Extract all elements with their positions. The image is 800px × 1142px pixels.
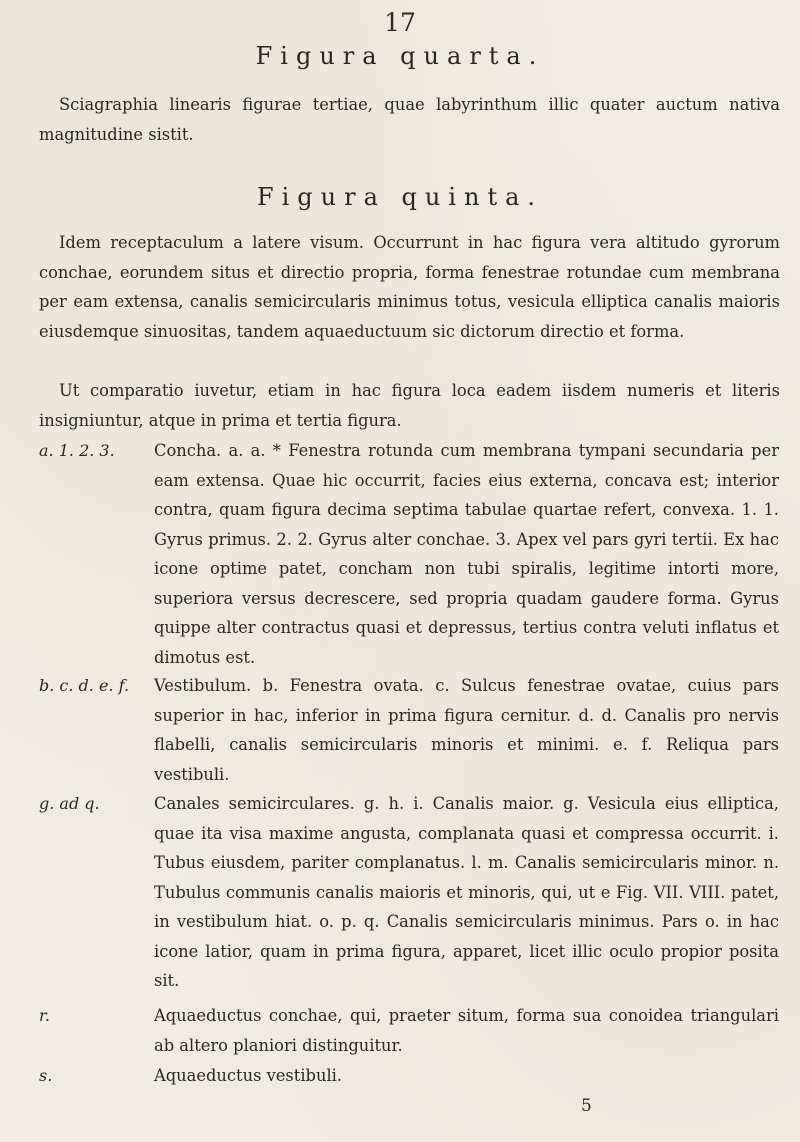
legend-text: Aquaeductus conchae, qui, praeter situm, forma sua conoidea triangulari ab altero planiori distinguitur. xyxy=(154,1006,779,1055)
signature-mark: 5 xyxy=(581,1096,592,1116)
legend-text: Vestibulum. b. Fenestra ovata. c. Sulcus fenestrae ovatae, cuius pars superior in hac, inferior in prima figura cernitur. d. d. Canalis pro nervis flabelli, canalis semicircularis minoris et minimi. e. f. Reliqua pars vestibuli. xyxy=(154,676,779,784)
legend-label: g. ad q. xyxy=(39,794,100,813)
section-heading-figura-quinta: Figura quinta. xyxy=(256,183,544,211)
section-heading-figura-quarta: Figura quarta. xyxy=(255,42,545,70)
legend-label: a. 1. 2. 3. xyxy=(39,441,115,460)
legend-label: s. xyxy=(39,1066,53,1085)
legend-text: Canales semicirculares. g. h. i. Canalis maior. g. Vesicula eius elliptica, quae ita visa maxime angusta, complanata quasi et compressa occurrit. i. Tubus eiusdem, pariter complanatus. l. m. Canalis semicircularis minor. n. Tubulus communis canalis maioris et minoris, qui, ut e Fig. VII. VIII. patet, in vestibulum hiat. o. p. q. Canalis semicircularis minimus. Pars o. in hac icone latior, quam in prima figura, apparet, licet illic oculo propior posita sit. xyxy=(154,794,779,990)
paragraph-figura-quarta: Sciagraphia linearis figurae tertiae, quae labyrinthum illic quater auctum nativa magnitudine sistit. xyxy=(39,95,780,144)
page-number: 17 xyxy=(384,8,416,37)
paragraph-figura-quinta-intro: Idem receptaculum a latere visum. Occurrunt in hac figura vera altitudo gyrorum conchae, eorundem situs et directio propria, forma fenestrae rotundae cum membrana per eam extensa, canalis semicircularis minimus totus, vesicula elliptica canalis maioris eiusdemque sinuositas, tandem aquaeductuum sic dictorum directio et forma. xyxy=(39,233,780,341)
legend-label: r. xyxy=(39,1006,50,1025)
legend-label: b. c. d. e. f. xyxy=(39,676,130,695)
paragraph-figura-quinta-comparatio: Ut comparatio iuvetur, etiam in hac figura loca eadem iisdem numeris et literis insigniuntur, atque in prima et tertia figura. xyxy=(39,381,780,430)
legend-text: Concha. a. a. * Fenestra rotunda cum membrana tympani secundaria per eam extensa. Quae hic occurrit, facies eius externa, concava est; interior contra, quam figura decima septima tabulae quartae refert, convexa. 1. 1. Gyrus primus. 2. 2. Gyrus alter conchae. 3. Apex vel pars gyri tertii. Ex hac icone optime patet, concham non tubi spiralis, legitime intorti more, superiora versus decrescere, sed propria quadam gaudere forma. Gyrus quippe alter contractus quasi et depressus, tertius contra veluti inflatus et dimotus est. xyxy=(154,441,779,667)
legend-text: Aquaeductus vestibuli. xyxy=(154,1066,343,1085)
